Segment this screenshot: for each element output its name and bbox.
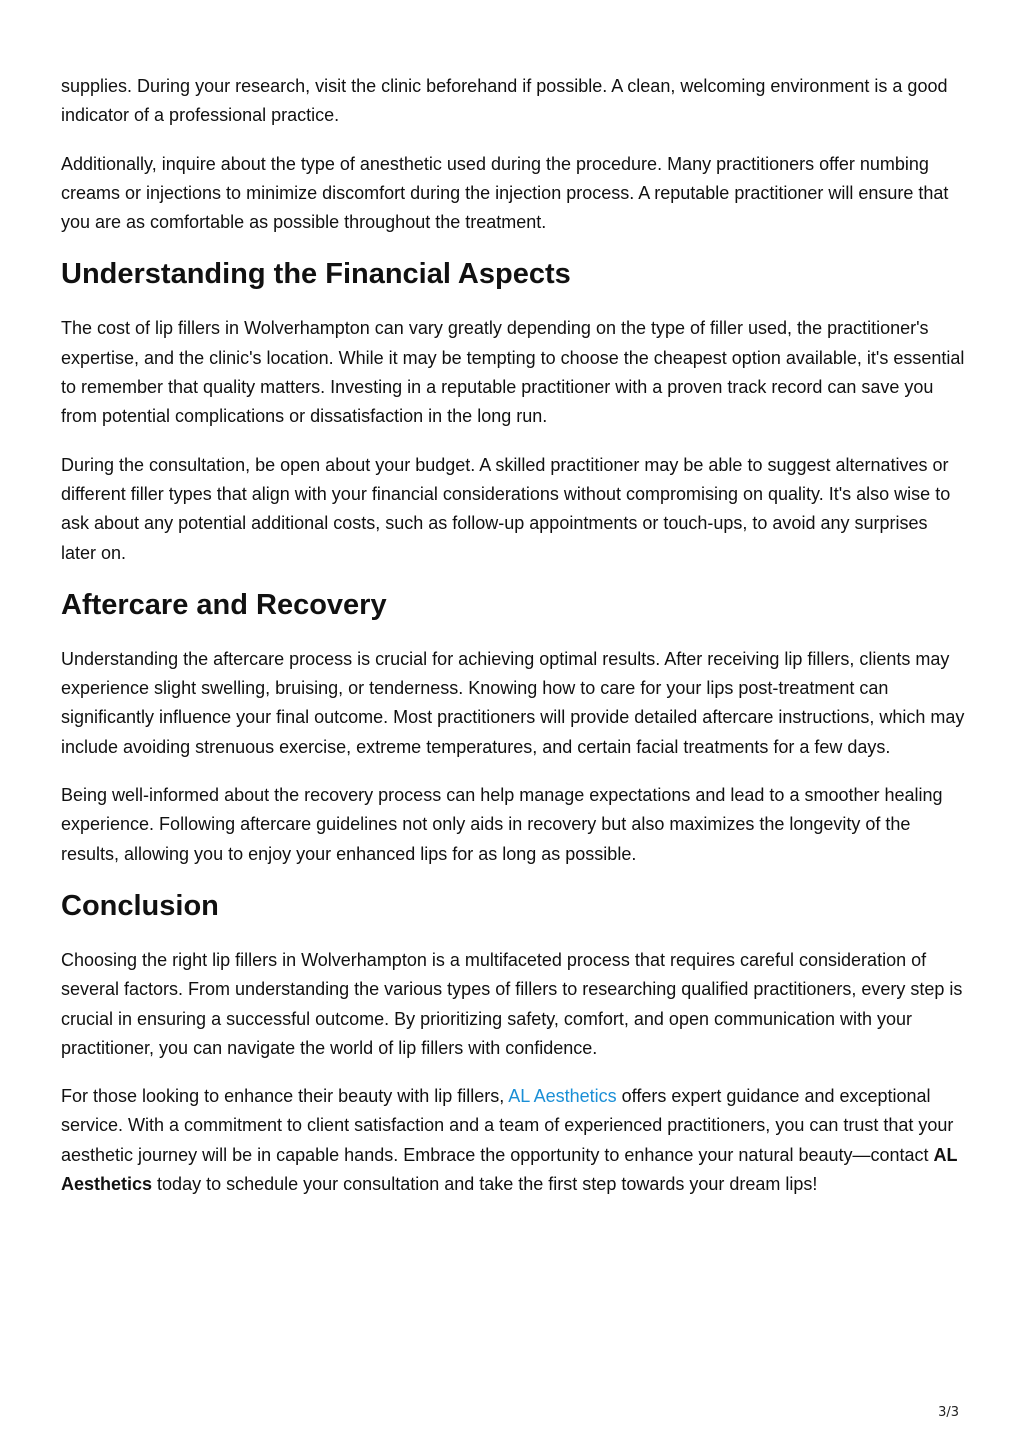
conclusion-text-end: today to schedule your consultation and take the first step towards your dream lips!	[152, 1174, 818, 1195]
conclusion-text-after-link: offers expert guidance and exceptional service. With a commitment to client satisfaction and a team of experienced practitioners, you can trust that your aesthetic journey will be in capable hands. Embrace the opportunity to enhance your natural beauty—contact	[61, 1086, 954, 1165]
aftercare-paragraph-1: Understanding the aftercare process is crucial for achieving optimal results. After receiving lip fillers, clients may experience slight swelling, bruising, or tenderness. Knowing how to care for your lips post-treatment can significantly influence your final outcome. Most practitioners will provide detailed aftercare instructions, which may include avoiding strenuous exercise, extreme temperatures, and certain facial treatments for a few days.	[61, 648, 965, 757]
financial-paragraph-2: During the consultation, be open about your budget. A skilled practitioner may be able to suggest alternatives or different filler types that align with your financial considerations without compromising on quality. It's also wise to ask about any potential additional costs, such as follow-up appointments or touch-ups, to avoid any surprises later on.	[61, 454, 951, 563]
al-aesthetics-bold: AL Aesthetics	[61, 1144, 958, 1195]
heading-aftercare-recovery: Aftercare and Recovery	[61, 588, 387, 621]
intro-paragraph-1: supplies. During your research, visit the clinic beforehand if possible. A clean, welcoming environment is a good indicator of a professional practice.	[61, 76, 948, 126]
conclusion-paragraph-1: Choosing the right lip fillers in Wolverhampton is a multifaceted process that requires careful consideration of several factors. From understanding the various types of fillers to researching qualified practitioners, every step is crucial in ensuring a successful outcome. By prioritizing safety, comfort, and open communication with your practitioner, you can navigate the world of lip fillers with confidence.	[61, 949, 963, 1058]
conclusion-paragraph-2	[61, 1082, 967, 1199]
document-page	[61, 72, 967, 1218]
heading-conclusion: Conclusion	[61, 889, 219, 922]
aftercare-paragraph-2: Being well-informed about the recovery process can help manage expectations and lead to a smoother healing experience. Following aftercare guidelines not only aids in recovery but also maximizes the longevity of the results, allowing you to enjoy your enhanced lips for as long as possible.	[61, 785, 943, 864]
heading-financial-aspects: Understanding the Financial Aspects	[61, 258, 571, 291]
intro-paragraph-2: Additionally, inquire about the type of anesthetic used during the procedure. Many practitioners offer numbing creams or injections to minimize discomfort during the injection process. A reputable practitioner will ensure that you are as comfortable as possible throughout the treatment.	[61, 153, 949, 233]
financial-paragraph-1: The cost of lip fillers in Wolverhampton can vary greatly depending on the type of filler used, the practitioner's expertise, and the clinic's location. While it may be tempting to choose the cheapest option available, it's essential to remember that quality matters. Investing in a reputable practitioner with a proven track record can save you from potential complications or dissatisfaction in the long run.	[61, 318, 965, 427]
conclusion-text-before-link: For those looking to enhance their beauty with lip fillers,	[61, 1086, 509, 1107]
page-number: 3/3	[938, 1405, 959, 1420]
al-aesthetics-link[interactable]: AL Aesthetics	[508, 1086, 617, 1107]
